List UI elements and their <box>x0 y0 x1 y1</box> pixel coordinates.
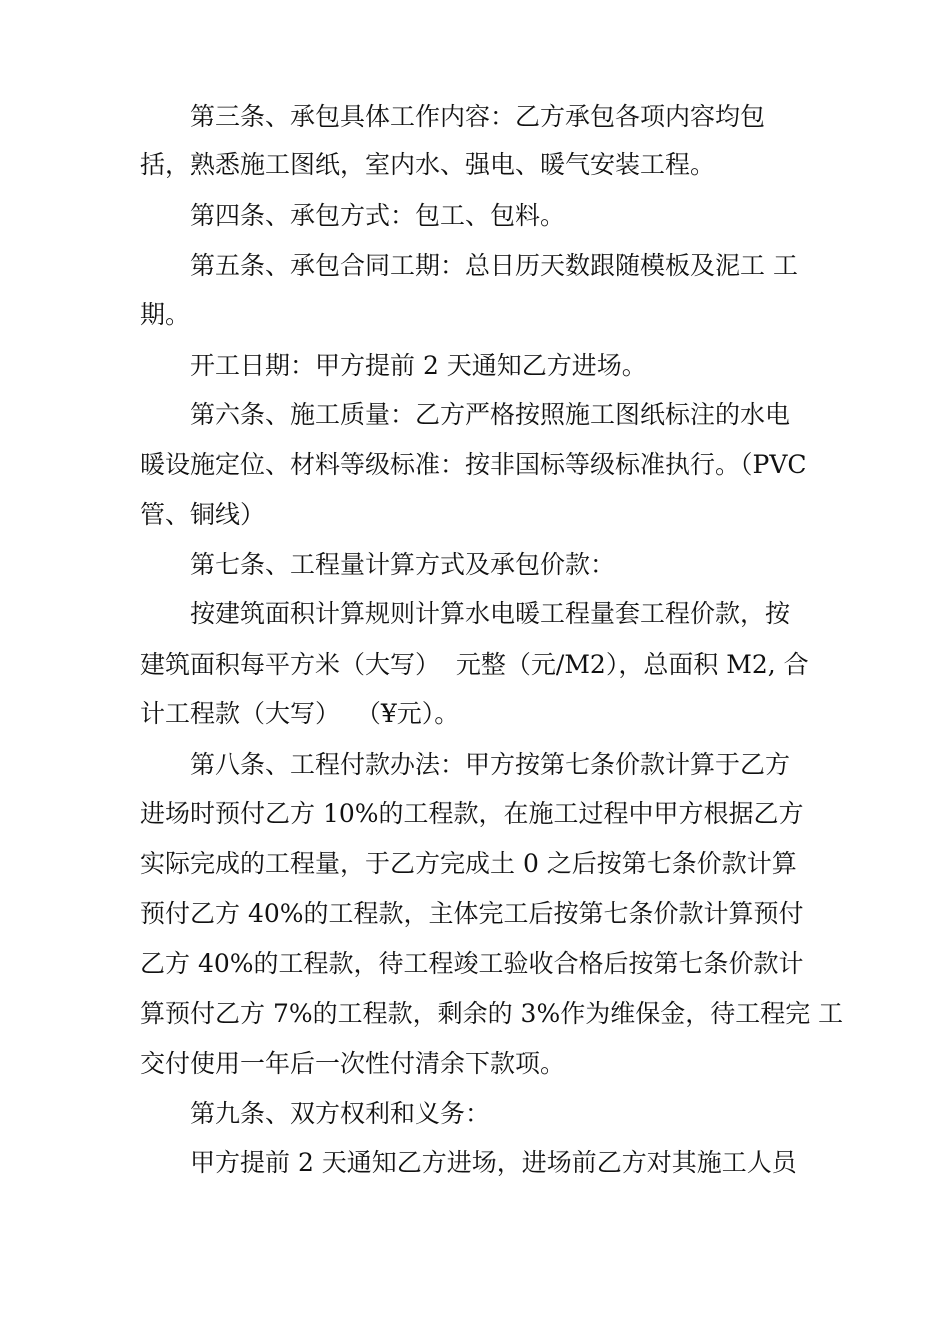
paragraph-line: 预付乙方 40%的工程款，主体完工后按第七条价款计算预付 <box>140 899 804 928</box>
paragraph-line: 第五条、承包合同工期：总日历天数跟随模板及泥工 工 <box>190 251 798 280</box>
paragraph-line: 第八条、工程付款办法：甲方按第七条价款计算于乙方 <box>190 750 791 779</box>
paragraph-line: 计工程款（大写） （¥元）。 <box>140 699 460 728</box>
paragraph-line: 按建筑面积计算规则计算水电暖工程量套工程价款，按 <box>190 599 791 628</box>
paragraph-line: 甲方提前 2 天通知乙方进场，进场前乙方对其施工人员 <box>190 1148 797 1177</box>
paragraph-line: 建筑面积每平方米（大写） 元整（元/M2），总面积 M2, 合 <box>140 650 809 679</box>
paragraph-line: 第四条、承包方式：包工、包料。 <box>190 201 566 230</box>
paragraph-line: 乙方 40%的工程款，待工程竣工验收合格后按第七条价款计 <box>140 949 804 978</box>
paragraph-line: 第七条、工程量计算方式及承包价款： <box>190 550 616 579</box>
paragraph-line: 暖设施定位、材料等级标准：按非国标等级标准执行。（PVC <box>140 450 807 479</box>
paragraph-line: 交付使用一年后一次性付清余下款项。 <box>140 1049 566 1078</box>
paragraph-line: 第三条、承包具体工作内容：乙方承包各项内容均包 <box>190 102 766 131</box>
paragraph-line: 进场时预付乙方 10%的工程款，在施工过程中甲方根据乙方 <box>140 799 804 828</box>
paragraph-line: 期。 <box>140 300 191 329</box>
paragraph-line: 实际完成的工程量，于乙方完成土 0 之后按第七条价款计算 <box>140 849 797 878</box>
paragraph-line: 开工日期：甲方提前 2 天通知乙方进场。 <box>190 351 647 380</box>
paragraph-line: 算预付乙方 7%的工程款，剩余的 3%作为维保金，待工程完 工 <box>140 999 844 1028</box>
paragraph-line: 第九条、双方权利和义务： <box>190 1099 491 1128</box>
paragraph-line: 管、铜线） <box>140 500 266 529</box>
paragraph-line: 第六条、施工质量：乙方严格按照施工图纸标注的水电 <box>190 400 791 429</box>
paragraph-line: 括，熟悉施工图纸，室内水、强电、暖气安装工程。 <box>140 150 716 179</box>
